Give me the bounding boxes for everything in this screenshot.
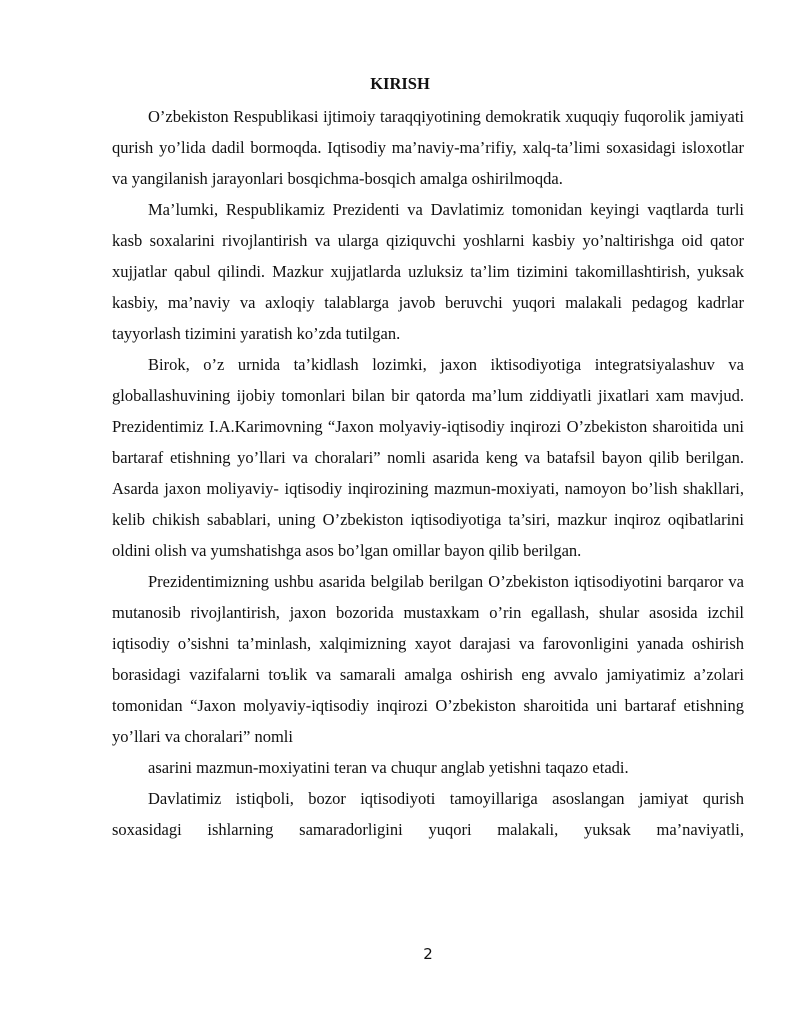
paragraph-3: Birok, o’z urnida ta’kidlash lozimki, jaxon iktisodiyotiga integratsiyalashuv va globallashuvining ijobiy tomonlari bilan bir qatorda ma’lum ziddiyatli jixatlari xam mavjud. Prezidentimiz I.A.Karimovning “Jaxon molyaviy-iqtisodiy inqirozi O’zbekiston sharoitida uni bartaraf etishning yo’llari va choralari” nomli asarida keng va batafsil bayon qilib berilgan. Asarda jaxon moliyaviy- iqtisodiy inqirozining mazmun-moxiyati, namoyon bo’lish shakllari, kelib chikish sabablari, uning O’zbekiston iqtisodiyotiga ta’siri, mazkur inqiroz oqibatlarini oldini olish va yumshatishga asos bo’lgan omillar bayon qilib berilgan. — [112, 355, 744, 560]
page-number: 2 — [423, 945, 433, 963]
paragraph-4: Prezidentimizning ushbu asarida belgilab berilgan O’zbekiston iqtisodiyotini barqaror va mutanosib rivojlantirish, jaxon bozorida mustaxkam o’rin egallash, shular asosida izchil iqtisodiy o’sishni ta’minlash, xalqimizning xayot darajasi va farovonligini yanada oshirish borasidagi vazifalarni toъlik va samarali amalga oshirish eng avvalo jamiyatimiz a’zolari tomonidan “Jaxon molyaviy-iqtisodiy inqirozi O’zbekiston sharoitida uni bartaraf etishning yo’llari va choralari” nomli — [112, 572, 744, 746]
document-body — [112, 101, 744, 845]
paragraph-1: O’zbekiston Respublikasi ijtimoiy taraqqiyotining demokratik xuquqiy fuqorolik jamiyati qurish yo’lida dadil bormoqda. Iqtisodiy ma’naviy-ma’rifiy, xalq-ta’limi soxasidagi isloxotlar va yangilanish jarayonlari bosqichma-bosqich amalga oshirilmoqda. — [112, 107, 744, 188]
paragraph-6: Davlatimiz istiqboli, bozor iqtisodiyoti tamoyillariga asoslangan jamiyat qurish soxasidagi ishlarning samaradorligini yuqori malakali, yuksak ma’naviyatli, — [112, 789, 744, 839]
paragraph-2: Ma’lumki, Respublikamiz Prezidenti va Davlatimiz tomonidan keyingi vaqtlarda turli kasb soxalarini rivojlantirish va ularga qiziquvchi yoshlarni kasbiy yo’naltirishga oid qator xujjatlar qabul qilindi. Mazkur xujjatlarda uzluksiz ta’lim tizimini takomillashtirish, yuksak kasbiy, ma’naviy va axloqiy talablarga javob beruvchi yuqori malakali pedagog kadrlar tayyorlash tizimini yaratish ko’zda tutilgan. — [112, 200, 744, 343]
section-heading: KIRISH — [370, 74, 430, 93]
paragraph-5: asarini mazmun-moxiyatini teran va chuqur anglab yetishni taqazo etadi. — [148, 758, 629, 777]
